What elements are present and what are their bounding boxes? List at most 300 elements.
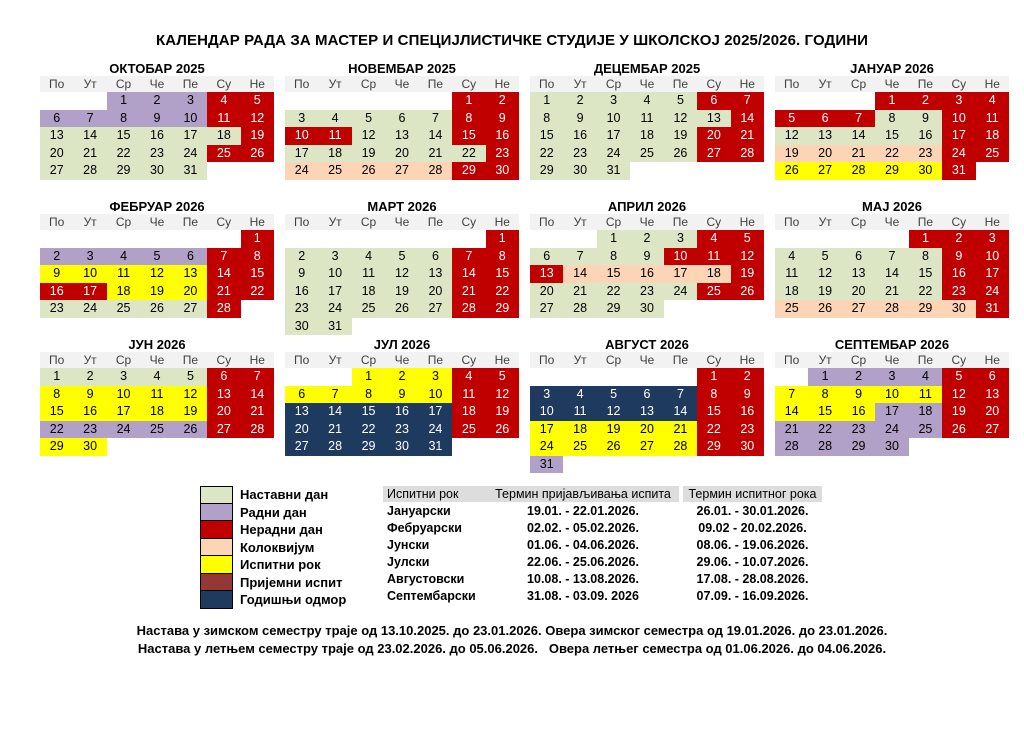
day-cell: 29 <box>486 300 519 318</box>
day-cell: 8 <box>40 386 73 404</box>
weekday-header-cell: Пе <box>174 76 207 92</box>
exam-period-name: Јунски <box>387 538 430 552</box>
weekday-header-cell: Ут <box>563 214 596 230</box>
empty-cell <box>976 162 1009 180</box>
day-cell: 14 <box>452 265 485 283</box>
day-cell: 17 <box>976 265 1009 283</box>
footer-line-winter: Настава у зимском семестру траје од 13.10.2025. до 23.01.2026. Овера зимског семестра од 19.01.2026. до 23.01.2026. <box>136 622 888 638</box>
day-cell: 29 <box>697 438 730 456</box>
day-cell: 18 <box>630 127 663 145</box>
day-cell: 15 <box>486 265 519 283</box>
day-cell: 17 <box>942 127 975 145</box>
day-cell: 28 <box>808 438 841 456</box>
legend-item <box>200 574 369 592</box>
weekday-header-cell: Ср <box>107 214 140 230</box>
day-cell: 15 <box>697 403 730 421</box>
day-cell: 22 <box>808 421 841 439</box>
weekday-header-cell: Не <box>486 352 519 368</box>
weekday-header-cell: Пе <box>419 352 452 368</box>
day-cell: 3 <box>597 92 630 110</box>
day-cell: 20 <box>207 403 240 421</box>
day-cell: 14 <box>664 403 697 421</box>
day-cell: 4 <box>207 92 240 110</box>
day-cell: 17 <box>73 283 106 301</box>
month-calendar <box>775 61 1009 199</box>
empty-cell <box>140 230 173 248</box>
empty-cell <box>664 456 697 474</box>
day-cell: 19 <box>140 283 173 301</box>
day-cell: 13 <box>630 403 663 421</box>
day-cell: 3 <box>976 230 1009 248</box>
day-cell: 4 <box>107 248 140 266</box>
day-cell: 30 <box>73 438 106 456</box>
weekday-header-cell: Ут <box>318 352 351 368</box>
day-cell: 12 <box>352 127 385 145</box>
day-cell: 12 <box>597 403 630 421</box>
weekday-header-cell: Не <box>486 214 519 230</box>
day-cell: 2 <box>486 92 519 110</box>
empty-cell <box>352 318 385 336</box>
month-title: НОВЕМБАР 2025 <box>348 61 456 76</box>
day-cell: 8 <box>452 110 485 128</box>
day-cell: 4 <box>140 368 173 386</box>
weekday-header-cell: Не <box>976 214 1009 230</box>
empty-cell <box>976 438 1009 456</box>
day-cell: 2 <box>630 230 663 248</box>
day-cell: 24 <box>73 300 106 318</box>
empty-cell <box>842 230 875 248</box>
day-cell: 17 <box>419 403 452 421</box>
day-cell: 12 <box>942 386 975 404</box>
weekday-header-cell: Ут <box>808 76 841 92</box>
month-calendar <box>775 337 1009 475</box>
day-cell: 13 <box>976 386 1009 404</box>
day-cell: 28 <box>563 300 596 318</box>
weekday-header-cell: Пе <box>664 352 697 368</box>
weekday-header-cell: Че <box>630 76 663 92</box>
day-cell: 16 <box>285 283 318 301</box>
day-cell: 23 <box>563 145 596 163</box>
legend-item <box>200 556 369 574</box>
day-cell: 1 <box>530 92 563 110</box>
day-cell: 29 <box>875 162 908 180</box>
day-cell: 8 <box>597 248 630 266</box>
exam-period-dates: 09.02 - 20.02.2026. <box>679 520 822 536</box>
weekday-header-cell: Не <box>731 214 764 230</box>
day-cell: 7 <box>563 248 596 266</box>
day-cell: 7 <box>775 386 808 404</box>
empty-cell <box>563 230 596 248</box>
day-cell: 15 <box>875 127 908 145</box>
month-grid <box>530 76 764 180</box>
month-calendar <box>285 61 519 199</box>
day-cell: 6 <box>842 248 875 266</box>
weekday-header-cell: Че <box>140 214 173 230</box>
day-cell: 11 <box>697 248 730 266</box>
day-cell: 12 <box>775 127 808 145</box>
weekday-header-cell: По <box>775 214 808 230</box>
day-cell: 24 <box>530 438 563 456</box>
day-cell: 12 <box>486 386 519 404</box>
day-cell: 22 <box>597 283 630 301</box>
day-cell: 23 <box>630 283 663 301</box>
day-cell: 5 <box>385 248 418 266</box>
month-title: ЈАНУАР 2026 <box>850 61 934 76</box>
empty-cell <box>731 300 764 318</box>
day-cell: 31 <box>318 318 351 336</box>
day-cell: 23 <box>40 300 73 318</box>
day-cell: 11 <box>352 265 385 283</box>
day-cell: 18 <box>563 421 596 439</box>
day-cell: 13 <box>530 265 563 283</box>
day-cell: 9 <box>630 248 663 266</box>
day-cell: 2 <box>40 248 73 266</box>
day-cell: 24 <box>107 421 140 439</box>
day-cell: 17 <box>664 265 697 283</box>
month-grid <box>285 352 519 456</box>
day-cell: 25 <box>563 438 596 456</box>
day-cell: 4 <box>318 110 351 128</box>
day-cell: 27 <box>385 162 418 180</box>
empty-cell <box>40 230 73 248</box>
legend-item <box>200 486 369 504</box>
day-cell: 7 <box>875 248 908 266</box>
day-cell: 1 <box>107 92 140 110</box>
empty-cell <box>107 230 140 248</box>
day-cell: 9 <box>942 248 975 266</box>
empty-cell <box>73 92 106 110</box>
legend-label: Пријемни испит <box>240 574 343 590</box>
day-cell: 22 <box>40 421 73 439</box>
weekday-header-cell: По <box>530 214 563 230</box>
month-calendar <box>40 199 274 337</box>
weekday-header-cell: Су <box>207 352 240 368</box>
day-cell: 26 <box>140 300 173 318</box>
day-cell: 12 <box>731 248 764 266</box>
exam-period-dates: 08.06. - 19.06.2026. <box>679 537 822 553</box>
month-grid <box>530 214 764 318</box>
day-cell: 4 <box>630 92 663 110</box>
day-cell: 7 <box>318 386 351 404</box>
day-cell: 16 <box>563 127 596 145</box>
day-cell: 9 <box>285 265 318 283</box>
day-cell: 27 <box>419 300 452 318</box>
day-cell: 30 <box>731 438 764 456</box>
day-cell: 19 <box>775 145 808 163</box>
day-cell: 26 <box>808 300 841 318</box>
weekday-header-cell: Пе <box>419 214 452 230</box>
weekday-header-cell: Пе <box>174 352 207 368</box>
day-cell: 9 <box>563 110 596 128</box>
day-cell: 1 <box>909 230 942 248</box>
legend-label: Годишњи одмор <box>240 592 347 607</box>
day-cell: 3 <box>530 386 563 404</box>
day-cell: 14 <box>73 127 106 145</box>
day-cell: 7 <box>731 92 764 110</box>
weekday-header-cell: Ср <box>597 352 630 368</box>
day-cell: 30 <box>285 318 318 336</box>
empty-cell <box>630 368 663 386</box>
weekday-header-cell: Су <box>452 76 485 92</box>
legend-color-swatch <box>200 486 233 504</box>
day-cell: 2 <box>385 368 418 386</box>
empty-cell <box>530 368 563 386</box>
day-cell: 8 <box>909 248 942 266</box>
day-cell: 20 <box>842 283 875 301</box>
exam-period-dates: 02.02. - 05.02.2026. <box>527 521 639 535</box>
day-cell: 10 <box>174 110 207 128</box>
months-grid <box>40 61 1024 475</box>
day-cell: 8 <box>808 386 841 404</box>
month-title: АПРИЛ 2026 <box>607 199 687 214</box>
weekday-header-cell: Ут <box>563 352 596 368</box>
day-cell: 3 <box>318 248 351 266</box>
day-cell: 25 <box>352 300 385 318</box>
day-cell: 18 <box>140 403 173 421</box>
month-title: ДЕЦЕМБАР 2025 <box>593 61 701 76</box>
day-cell: 28 <box>73 162 106 180</box>
day-cell: 8 <box>352 386 385 404</box>
day-cell: 8 <box>241 248 274 266</box>
day-cell: 28 <box>452 300 485 318</box>
weekday-header-cell: Ср <box>842 76 875 92</box>
exam-period-name: Јануарски <box>387 504 451 518</box>
day-cell: 13 <box>419 265 452 283</box>
day-cell: 24 <box>976 283 1009 301</box>
day-cell: 12 <box>808 265 841 283</box>
day-cell: 23 <box>73 421 106 439</box>
month-title: СЕПТЕМБАР 2026 <box>834 337 950 352</box>
month-grid <box>40 76 274 180</box>
weekday-header-cell: Ут <box>73 352 106 368</box>
day-cell: 5 <box>140 248 173 266</box>
day-cell: 2 <box>842 368 875 386</box>
day-cell: 9 <box>842 386 875 404</box>
weekday-header-cell: Су <box>452 214 485 230</box>
day-cell: 21 <box>73 145 106 163</box>
day-cell: 26 <box>664 145 697 163</box>
day-cell: 26 <box>731 283 764 301</box>
day-cell: 2 <box>140 92 173 110</box>
empty-cell <box>174 230 207 248</box>
day-cell: 7 <box>207 248 240 266</box>
weekday-header-cell: Су <box>697 214 730 230</box>
month-calendar <box>530 61 764 199</box>
day-cell: 10 <box>107 386 140 404</box>
day-cell: 11 <box>318 127 351 145</box>
day-cell: 21 <box>241 403 274 421</box>
weekday-header-cell: Не <box>241 352 274 368</box>
day-cell: 5 <box>942 368 975 386</box>
day-cell: 5 <box>775 110 808 128</box>
day-cell: 19 <box>174 403 207 421</box>
weekday-header-cell: Пе <box>664 76 697 92</box>
empty-cell <box>207 230 240 248</box>
day-cell: 22 <box>452 145 485 163</box>
day-cell: 25 <box>318 162 351 180</box>
empty-cell <box>664 300 697 318</box>
legend-color-swatch <box>200 590 233 609</box>
weekday-header-cell: Не <box>241 76 274 92</box>
empty-cell <box>207 438 240 456</box>
day-cell: 11 <box>107 265 140 283</box>
day-cell: 20 <box>385 145 418 163</box>
weekday-header-cell: По <box>775 76 808 92</box>
empty-cell <box>318 230 351 248</box>
empty-cell <box>875 230 908 248</box>
legend-color-swatch <box>200 573 233 592</box>
day-cell: 12 <box>664 110 697 128</box>
empty-cell <box>385 230 418 248</box>
day-cell: 13 <box>385 127 418 145</box>
day-cell: 7 <box>73 110 106 128</box>
day-cell: 2 <box>563 92 596 110</box>
day-cell: 6 <box>285 386 318 404</box>
month-calendar <box>285 337 519 475</box>
month-title: АВГУСТ 2026 <box>605 337 689 352</box>
day-cell: 3 <box>174 92 207 110</box>
day-cell: 18 <box>318 145 351 163</box>
empty-cell <box>318 368 351 386</box>
day-cell: 20 <box>630 421 663 439</box>
weekday-header-cell: Пе <box>909 214 942 230</box>
day-cell: 31 <box>174 162 207 180</box>
day-cell: 14 <box>241 386 274 404</box>
day-cell: 27 <box>808 162 841 180</box>
day-cell: 24 <box>419 421 452 439</box>
day-cell: 3 <box>942 92 975 110</box>
day-cell: 21 <box>731 127 764 145</box>
empty-cell <box>775 92 808 110</box>
day-cell: 7 <box>241 368 274 386</box>
empty-cell <box>530 230 563 248</box>
month-title: ОКТОБАР 2025 <box>109 61 205 76</box>
weekday-header-cell: Ср <box>107 76 140 92</box>
empty-cell <box>731 456 764 474</box>
day-cell: 31 <box>942 162 975 180</box>
day-cell: 2 <box>285 248 318 266</box>
exam-period-name: Септембарски <box>387 589 476 603</box>
weekday-header-cell: Ср <box>842 214 875 230</box>
empty-cell <box>842 92 875 110</box>
day-cell: 20 <box>697 127 730 145</box>
weekday-header-cell: Су <box>452 352 485 368</box>
exam-period-dates: 10.08. - 13.08.2026. <box>527 572 639 586</box>
day-cell: 19 <box>808 283 841 301</box>
day-cell: 11 <box>452 386 485 404</box>
day-cell: 22 <box>697 421 730 439</box>
day-cell: 9 <box>140 110 173 128</box>
empty-cell <box>385 318 418 336</box>
day-cell: 18 <box>775 283 808 301</box>
day-cell: 7 <box>842 110 875 128</box>
empty-cell <box>630 162 663 180</box>
day-cell: 25 <box>107 300 140 318</box>
day-cell: 5 <box>241 92 274 110</box>
day-cell: 10 <box>318 265 351 283</box>
day-cell: 3 <box>285 110 318 128</box>
day-cell: 22 <box>107 145 140 163</box>
day-cell: 6 <box>207 368 240 386</box>
legend-item <box>200 591 369 609</box>
day-cell: 18 <box>207 127 240 145</box>
day-cell: 11 <box>909 386 942 404</box>
month-calendar <box>530 199 764 337</box>
day-cell: 2 <box>73 368 106 386</box>
day-cell: 16 <box>731 403 764 421</box>
weekday-header-cell: Ср <box>597 76 630 92</box>
empty-cell <box>107 438 140 456</box>
day-cell: 26 <box>942 421 975 439</box>
empty-cell <box>174 438 207 456</box>
day-cell: 28 <box>875 300 908 318</box>
day-cell: 17 <box>285 145 318 163</box>
day-cell: 31 <box>419 438 452 456</box>
empty-cell <box>352 92 385 110</box>
day-cell: 16 <box>942 265 975 283</box>
day-cell: 24 <box>875 421 908 439</box>
exam-period-dates: 29.06. - 10.07.2026. <box>679 554 822 570</box>
day-cell: 13 <box>40 127 73 145</box>
day-cell: 30 <box>875 438 908 456</box>
day-cell: 8 <box>697 386 730 404</box>
empty-cell <box>452 318 485 336</box>
month-title: МАРТ 2026 <box>367 199 437 214</box>
empty-cell <box>563 456 596 474</box>
day-cell: 4 <box>563 386 596 404</box>
weekday-header-cell: Не <box>976 352 1009 368</box>
day-cell: 9 <box>40 265 73 283</box>
legend-label: Колоквијум <box>240 539 315 555</box>
day-cell: 21 <box>207 283 240 301</box>
day-cell: 16 <box>73 403 106 421</box>
day-cell: 28 <box>318 438 351 456</box>
day-cell: 1 <box>808 368 841 386</box>
day-cell: 13 <box>285 403 318 421</box>
day-cell: 13 <box>697 110 730 128</box>
day-cell: 14 <box>731 110 764 128</box>
day-cell: 16 <box>842 403 875 421</box>
empty-cell <box>419 318 452 336</box>
day-cell: 1 <box>352 368 385 386</box>
weekday-header-cell: Че <box>630 214 663 230</box>
day-cell: 27 <box>207 421 240 439</box>
day-cell: 4 <box>352 248 385 266</box>
legend-color-swatch <box>200 538 233 557</box>
day-cell: 24 <box>174 145 207 163</box>
day-cell: 18 <box>909 403 942 421</box>
weekday-header-cell: Че <box>385 76 418 92</box>
day-cell: 9 <box>73 386 106 404</box>
empty-cell <box>207 162 240 180</box>
day-cell: 11 <box>775 265 808 283</box>
day-cell: 13 <box>808 127 841 145</box>
day-cell: 9 <box>909 110 942 128</box>
month-calendar <box>40 61 274 199</box>
day-cell: 4 <box>452 368 485 386</box>
day-cell: 20 <box>808 145 841 163</box>
day-cell: 15 <box>597 265 630 283</box>
day-cell: 24 <box>597 145 630 163</box>
exam-period-dates: 31.08. - 03.09. 2026 <box>527 589 639 603</box>
day-cell: 12 <box>174 386 207 404</box>
day-cell: 10 <box>73 265 106 283</box>
day-cell: 6 <box>530 248 563 266</box>
day-cell: 6 <box>385 110 418 128</box>
weekday-header-cell: Су <box>207 76 240 92</box>
day-cell: 4 <box>775 248 808 266</box>
day-cell: 10 <box>597 110 630 128</box>
